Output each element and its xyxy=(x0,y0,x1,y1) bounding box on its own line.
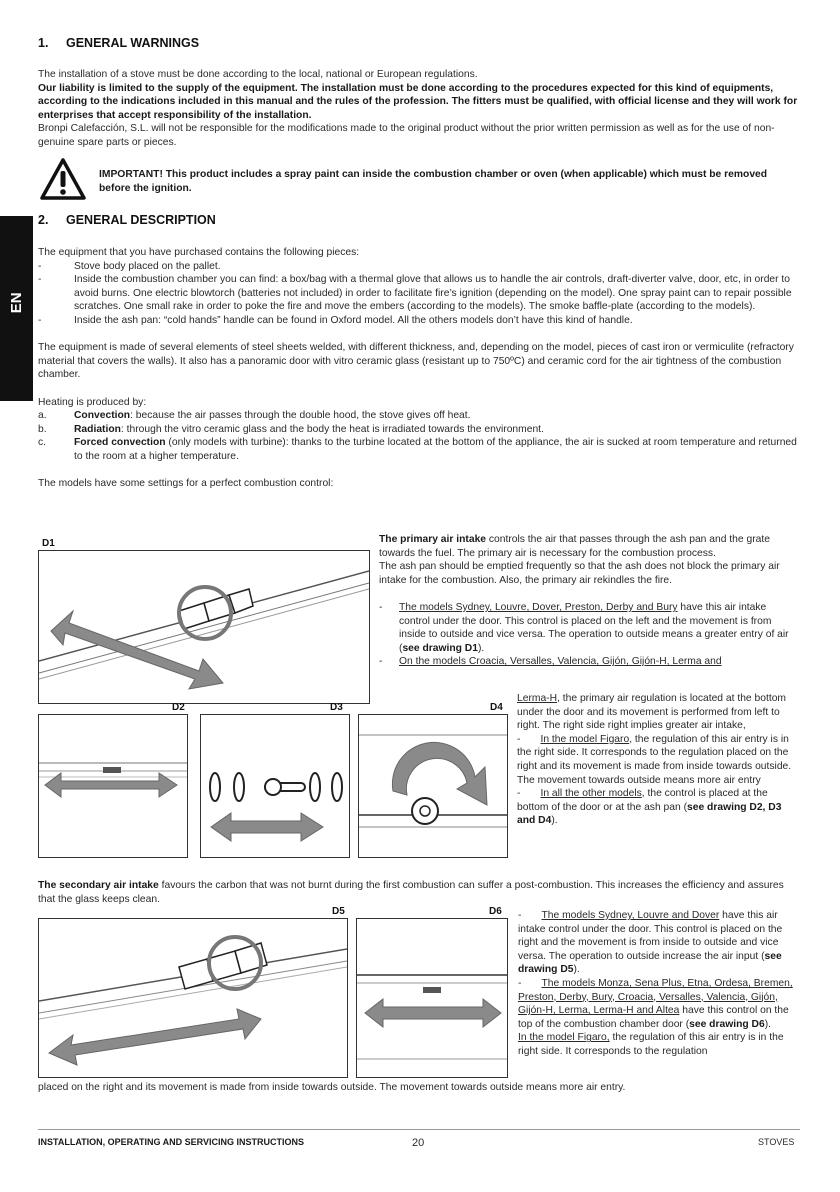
primary-bullet-3: - In the model Figaro, the regulation of this air entry is in the right side. It corresponds to the regulation placed on the right and its movement is made from inside towards outside. The movement towards outside means more air entry xyxy=(517,733,792,786)
primary-bullet-2-cont: Lerma-H, the primary air regulation is located at the bottom under the door and its movement is performed from left to right. The right side right implies greater air intake, xyxy=(517,693,786,732)
page-number: 20 xyxy=(412,1137,425,1149)
figure-label-d3: D3 xyxy=(330,702,343,713)
primary-bullet-4: - In all the other models, the control is placed at the bottom of the door or at the ash pan (see drawing D2, D3 and D4). xyxy=(517,788,782,827)
d4-drawing xyxy=(359,715,507,857)
important-note: IMPORTANT! This product includes a spray paint can inside the combustion chamber or oven (when applicable) which must be removed before the ignition. xyxy=(99,169,768,194)
figure-label-d2: D2 xyxy=(172,702,185,713)
secondary-bullet-2: - The models Monza, Sena Plus, Etna, Ordesa, Bremen, Preston, Derby, Bury, Croacia, Versalles, Valencia, Gijón, Gijón-H, Lerma, Lerma-H and Altea have this control on the top of the combustion chamber door (see drawing D6). xyxy=(518,977,793,1030)
figure-label-d5: D5 xyxy=(332,906,345,917)
section-1-heading: 1. GENERAL WARNINGS xyxy=(38,36,200,50)
list-item: c. Forced convection (only models with turbine): thanks to the turbine located at the bottom of the appliance, the air is sucked at room temperature and returned to the room at a higher temperature. xyxy=(38,437,797,462)
secondary-air-text xyxy=(518,909,800,1059)
primary-air-text-cont xyxy=(517,692,800,828)
list-item: a. Convection: because the air passes through the double hood, the stove gives off heat. xyxy=(38,410,471,422)
primary-para-1: The primary air intake controls the air that passes through the ash pan and the grate towards the fuel. The primary air is necessary for the combustion process. xyxy=(379,534,770,559)
list-item: b. Radiation: through the vitro ceramic glass and the body the heat is irradiated towards the environment. xyxy=(38,423,544,435)
list-item: - Inside the combustion chamber you can find: a box/bag with a thermal glove that allows us to handle the air controls, draft-diverter valve, door, etc, in order to avoid burns. One electric blowtorch (batteries not included) in order to facilitate fire’s ignition (depending on the model). One spray paint can to repair possible scratches. One small rake in order to poke the fire and move the embers (according to the models). The smoke baffle-plate (according to the models). xyxy=(38,274,792,313)
d5-drawing xyxy=(39,919,347,1077)
warnings-para-3: Bronpi Calefacción, S.L. will not be responsible for the modifications made to the original product without the prior written permission as well as for the use of non-genuine spare parts or pieces. xyxy=(38,123,775,148)
footer-divider xyxy=(38,1129,800,1130)
list-item: - Inside the ash pan: “cold hands” handle can be found in Oxford model. All the others models don’t have this kind of handle. xyxy=(38,314,633,326)
warnings-para-2: Our liability is limited to the supply of the equipment. The installation must be done according to the procedures expected for this kind of equipments, according to the indications included in this manual and the rules of the profession. The fitters must be qualified, with official license and they will work for enterprises that accept responsibility of the installation. xyxy=(38,82,798,121)
d6-drawing xyxy=(357,919,507,1077)
section-2-heading: 2. GENERAL DESCRIPTION xyxy=(38,213,216,227)
figure-d5 xyxy=(38,918,348,1078)
figure-d3 xyxy=(200,714,350,858)
secondary-air-para: The secondary air intake favours the carbon that was not burnt during the first combustion can suffer a post-combustion. This increases the efficiency and assures that the glass keeps clean. xyxy=(38,880,784,905)
footer-product: STOVES xyxy=(758,1137,795,1147)
warnings-body xyxy=(38,68,800,150)
list-item: - Stove body placed on the pallet. xyxy=(38,260,221,272)
figure-d4 xyxy=(358,714,508,858)
list-item: - On the models Croacia, Versalles, Valencia, Gijón, Gijón-H, Lerma and xyxy=(379,656,722,668)
figure-d2 xyxy=(38,714,188,858)
list-item: - The models Sydney, Louvre, Dover, Preston, Derby and Bury have this air intake control under the door. This control is placed on the left and the movement is from inside to outside and vice versa. The operation to outside means a greater entry of air (see drawing D1). xyxy=(379,601,789,654)
figure-label-d6: D6 xyxy=(489,906,502,917)
d2-drawing xyxy=(39,715,187,857)
materials-para: The equipment is made of several elements of steel sheets welded, with different thickness, and, depending on the model, pieces of cast iron or vermiculite (refractory material that covers the walls). It also has a panoramic door with vitro ceramic glass (resistant up to 750ºC) and ceramic cord for the air tightness of the combustion chamber. xyxy=(38,342,794,381)
pieces-intro: The equipment that you have purchased contains the following pieces: xyxy=(38,247,360,258)
primary-para-2: The ash pan should be emptied frequently so that the ash does not block the primary air intake for the combustion. Also, the primary air rekindles the fire. xyxy=(379,561,780,586)
figure-d1 xyxy=(38,550,370,704)
secondary-bullet-1: - The models Sydney, Louvre and Dover have this air intake control under the door. This control is placed on the right and the movement is from inside to outside and vice versa. The operation to outside increase the air input (see drawing D5). xyxy=(518,910,783,976)
secondary-bullet-3-cont: placed on the right and its movement is made from inside towards outside. The movement towards outside means more air entry. xyxy=(38,1082,626,1093)
figure-label-d4: D4 xyxy=(490,702,503,713)
d1-drawing xyxy=(39,551,369,703)
language-tab: EN xyxy=(0,216,33,401)
primary-air-text xyxy=(379,533,800,669)
footer-title: INSTALLATION, OPERATING AND SERVICING INSTRUCTIONS xyxy=(38,1137,305,1147)
description-body xyxy=(38,246,800,491)
warning-triangle-icon xyxy=(40,158,86,200)
settings-intro: The models have some settings for a perfect combustion control: xyxy=(38,478,334,490)
heating-intro: Heating is produced by: xyxy=(38,396,147,408)
figure-label-d1: D1 xyxy=(42,538,55,549)
d3-drawing xyxy=(201,715,349,857)
figure-d6 xyxy=(356,918,508,1078)
warnings-para-1: The installation of a stove must be done according to the local, national or European regulations. xyxy=(38,69,478,80)
secondary-bullet-3: In the model Figaro, the regulation of this air entry is in the right side. It corresponds to the regulation xyxy=(518,1032,784,1057)
